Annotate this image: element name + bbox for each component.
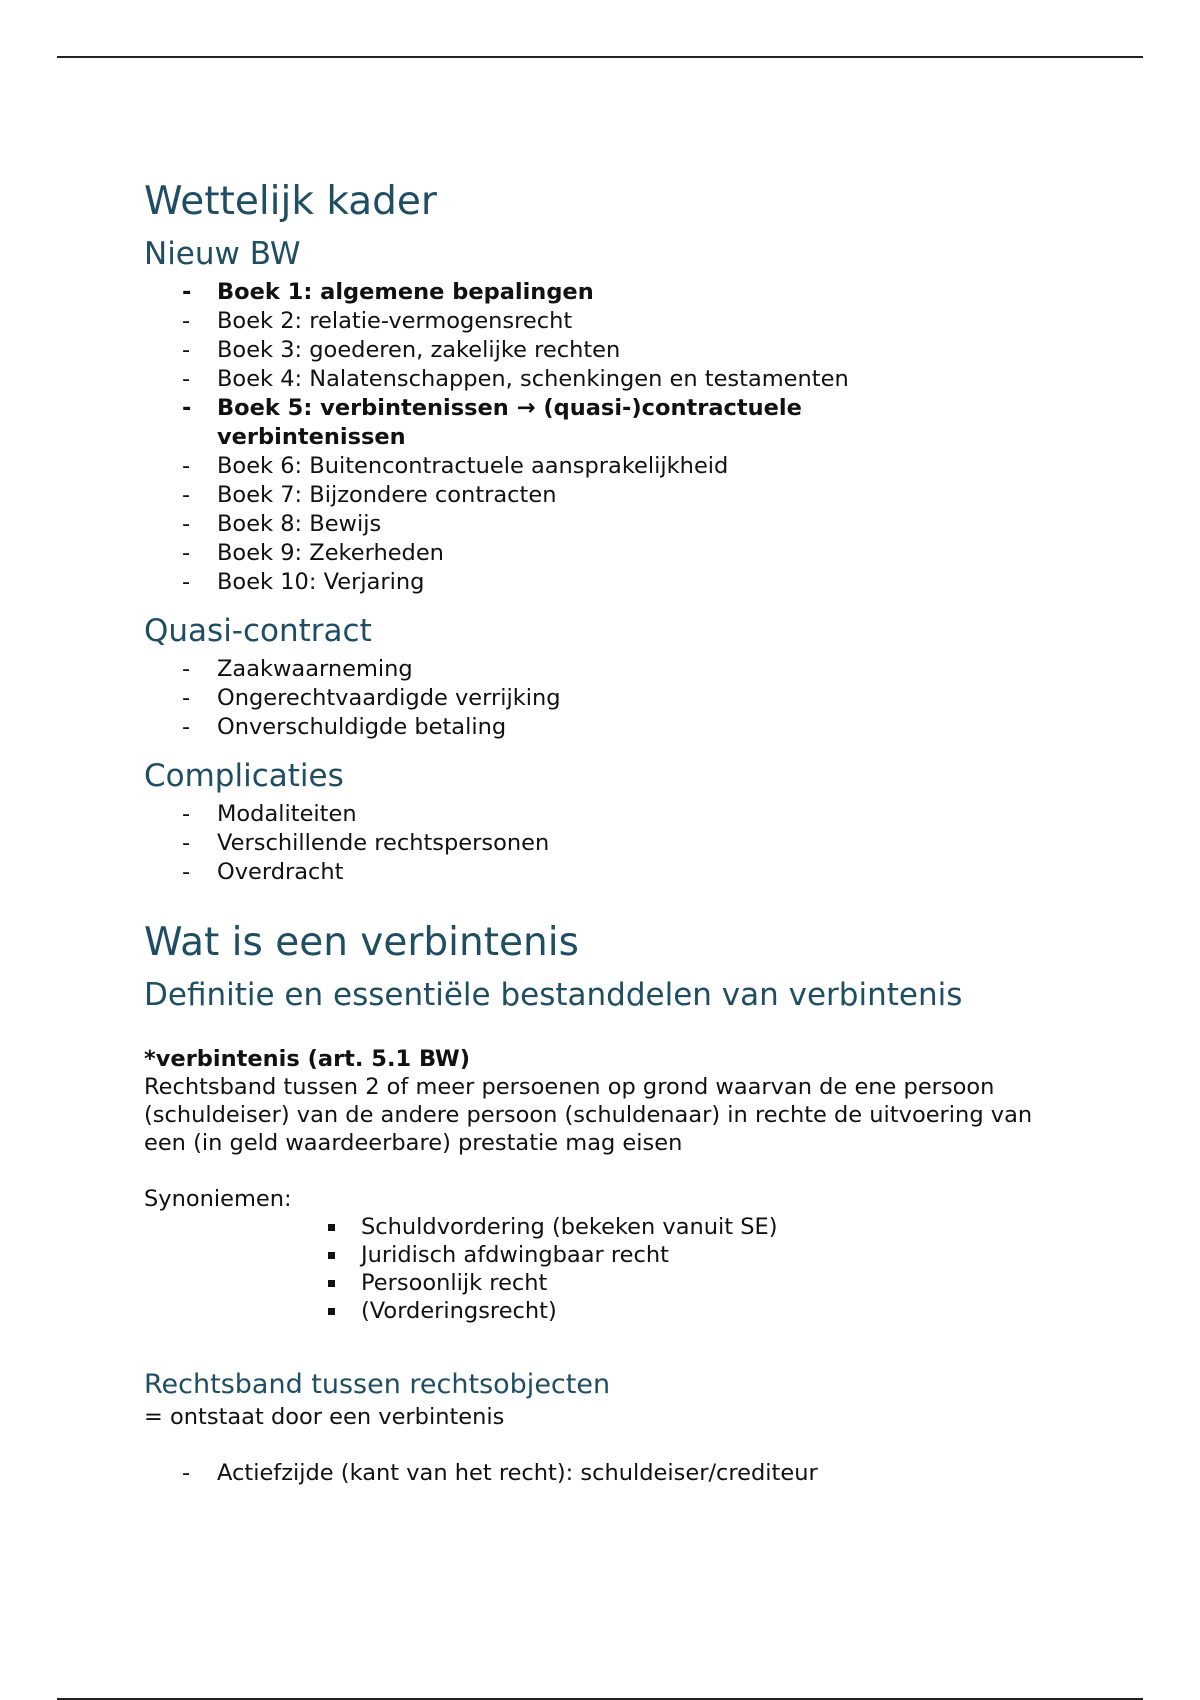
list-item: - Boek 2: relatie-vermogensrecht (182, 307, 1064, 336)
heading-quasi-contract: Quasi-contract (144, 613, 372, 649)
definition-text: Rechtsband tussen 2 of meer persoenen op grond waarvan de ene persoon (schuldeiser) van de andere persoon (schuldenaar) in rechte de uitvoering van een (in geld waardeerbare) prestatie mag eisen (144, 1074, 1033, 1156)
nieuw-bw-list (144, 278, 1064, 597)
list-item: - Boek 3: goederen, zakelijke rechten (182, 336, 1064, 365)
heading-wat-is-een-verbintenis: Wat is een verbintenis (144, 920, 579, 965)
list-item: - Verschillende rechtspersonen (182, 829, 1064, 858)
top-rule (57, 56, 1143, 58)
list-item: Persoonlijk recht (324, 1269, 1064, 1297)
list-item: - Modaliteiten (182, 800, 1064, 829)
list-item: - Overdracht (182, 858, 1064, 887)
synonyms-list (144, 1213, 1064, 1325)
list-item: Schuldvordering (bekeken vanuit SE) (324, 1213, 1064, 1241)
rechtsband-intro: = ontstaat door een verbintenis (144, 1404, 505, 1430)
complicaties-list (144, 800, 1064, 887)
list-item: Juridisch afdwingbaar recht (324, 1241, 1064, 1269)
heading-complicaties: Complicaties (144, 758, 344, 794)
quasi-contract-list (144, 655, 1064, 742)
heading-wettelijk-kader: Wettelijk kader (144, 179, 437, 224)
synonyms-label: Synoniemen: (144, 1186, 292, 1212)
list-item: - Boek 7: Bijzondere contracten (182, 481, 1064, 510)
list-item: - Boek 4: Nalatenschappen, schenkingen en testamenten (182, 365, 1064, 394)
heading-nieuw-bw: Nieuw BW (144, 236, 301, 272)
heading-rechtsband: Rechtsband tussen rechtsobjecten (144, 1369, 611, 1400)
list-item: - Boek 1: algemene bepalingen (182, 278, 1064, 307)
heading-definitie: Definitie en essentiële bestanddelen van verbintenis (144, 977, 963, 1013)
list-item: - Ongerechtvaardigde verrijking (182, 684, 1064, 713)
list-item: - Boek 6: Buitencontractuele aansprakelijkheid (182, 452, 1064, 481)
document-body (144, 176, 1064, 1488)
list-item: - Zaakwaarneming (182, 655, 1064, 684)
rechtsband-list (144, 1459, 1064, 1488)
list-item: - Boek 5: verbintenissen → (quasi-)contractuele verbintenissen (182, 394, 857, 452)
definition-term: *verbintenis (art. 5.1 BW) (144, 1046, 471, 1072)
list-item: - Boek 9: Zekerheden (182, 539, 1064, 568)
list-item: - Boek 10: Verjaring (182, 568, 1064, 597)
list-item: - Actiefzijde (kant van het recht): schuldeiser/crediteur (182, 1459, 1064, 1488)
list-item: - Boek 8: Bewijs (182, 510, 1064, 539)
list-item: (Vorderingsrecht) (324, 1297, 1064, 1325)
list-item: - Onverschuldigde betaling (182, 713, 1064, 742)
